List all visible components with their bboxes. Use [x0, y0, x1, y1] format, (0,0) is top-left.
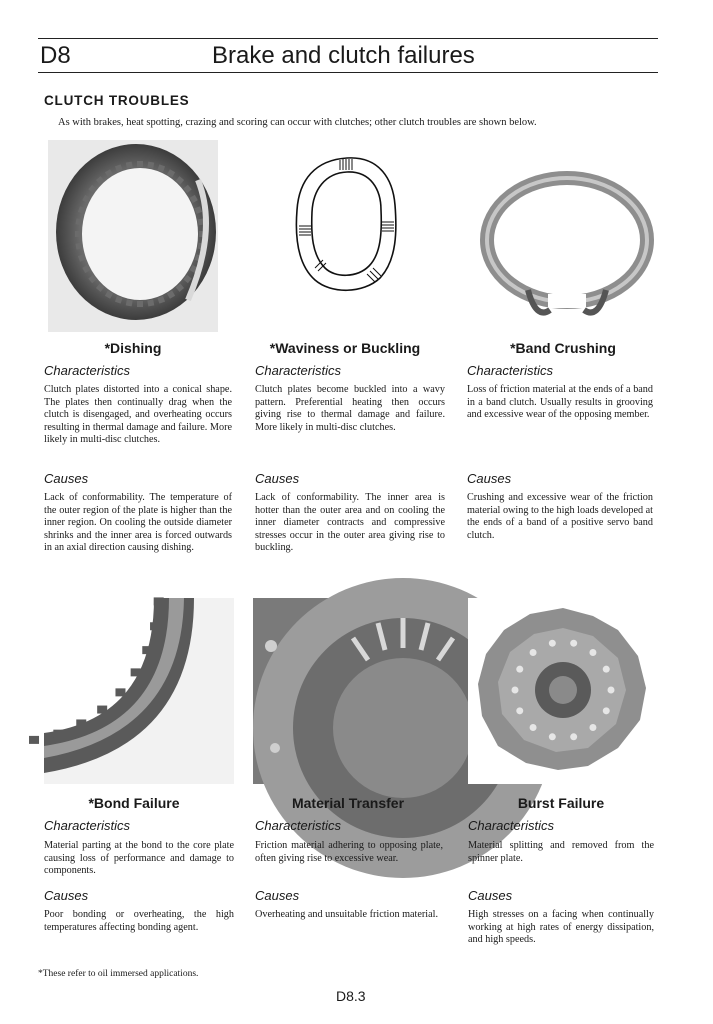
dishing-causes-label: Causes [44, 471, 89, 486]
burst-failure-photo [468, 598, 658, 784]
waviness-characteristics-label: Characteristics [255, 363, 341, 378]
waviness-causes: Lack of conformability. The inner area is hotter than the outer area and on cooling the inner diameter contracts and compressive stresses occur in the outer area giving rise to buckling. [255, 492, 445, 554]
bond-failure-title: *Bond Failure [88, 795, 180, 811]
section-code: D8 [40, 42, 71, 69]
burst-failure-causes-label: Causes [468, 888, 513, 903]
bond-failure-photo [44, 598, 234, 784]
intro-text: As with brakes, heat spotting, crazing and scoring can occur with clutches; other clutch troubles are shown below. [58, 117, 537, 128]
material-transfer-causes-label: Causes [255, 888, 300, 903]
band-crushing-causes-label: Causes [467, 471, 512, 486]
material-transfer-title: Material Transfer [291, 795, 405, 811]
burst-failure-title: Burst Failure [517, 795, 605, 811]
dishing-photo [48, 140, 218, 332]
page-title: Brake and clutch failures [212, 42, 475, 69]
bond-failure-causes: Poor bonding or overheating, the high temperatures affecting bonding agent. [44, 909, 234, 933]
waviness-title: *Waviness or Buckling [269, 340, 421, 356]
waviness-causes-label: Causes [255, 471, 300, 486]
material-transfer-characteristics-label: Characteristics [255, 818, 341, 833]
material-transfer-photo [253, 598, 441, 784]
band-crushing-characteristics: Loss of friction material at the ends of a band in a band clutch. Usually results in grooving and excessive wear of the opposing member. [467, 384, 653, 421]
page-number: D8.3 [336, 988, 366, 1004]
burst-failure-causes: High stresses on a facing when continually working at high rates of energy dissipation, and high speeds. [468, 909, 654, 946]
dishing-causes: Lack of conformability. The temperature of the outer region of the plate is higher than the inner region. On cooling the outside diameter shrinks and the inner area is forced outwards in an axial direction causing dishing. [44, 492, 232, 554]
material-transfer-causes: Overheating and unsuitable friction material. [255, 909, 439, 920]
band-crushing-title: *Band Crushing [510, 340, 616, 356]
burst-failure-characteristics: Material splitting and removed from the spinner plate. [468, 840, 654, 864]
bond-failure-causes-label: Causes [44, 888, 89, 903]
dishing-title: *Dishing [104, 340, 162, 356]
waviness-diagram [285, 150, 410, 295]
material-transfer-characteristics: Friction material adhering to opposing plate, often giving rise to excessive wear. [255, 840, 443, 864]
section-heading: CLUTCH TROUBLES [44, 93, 190, 108]
burst-failure-characteristics-label: Characteristics [468, 818, 554, 833]
header-rule-top [38, 38, 658, 39]
band-crushing-causes: Crushing and excessive wear of the friction material owing to the high loads developed at the ends of a band of a positive servo band clutch. [467, 492, 653, 541]
dishing-characteristics-label: Characteristics [44, 363, 130, 378]
bond-failure-characteristics: Material parting at the bond to the core plate causing loss of performance and damage to components. [44, 840, 234, 877]
header-rule-bottom [38, 72, 658, 73]
footnote: *These refer to oil immersed applications. [38, 969, 199, 979]
dishing-characteristics: Clutch plates distorted into a conical shape. The plates then continually drag when the clutch is disengaged, and overheating occurs resulting in thermal damage and failure. More likely in multi-disc clutches. [44, 384, 232, 446]
band-crushing-photo [478, 160, 656, 335]
waviness-characteristics: Clutch plates become buckled into a wavy pattern. Preferential heating then occurs giving rise to thermal damage and failure. More likely in multi-disc clutches. [255, 384, 445, 433]
bond-failure-characteristics-label: Characteristics [44, 818, 130, 833]
band-crushing-characteristics-label: Characteristics [467, 363, 553, 378]
